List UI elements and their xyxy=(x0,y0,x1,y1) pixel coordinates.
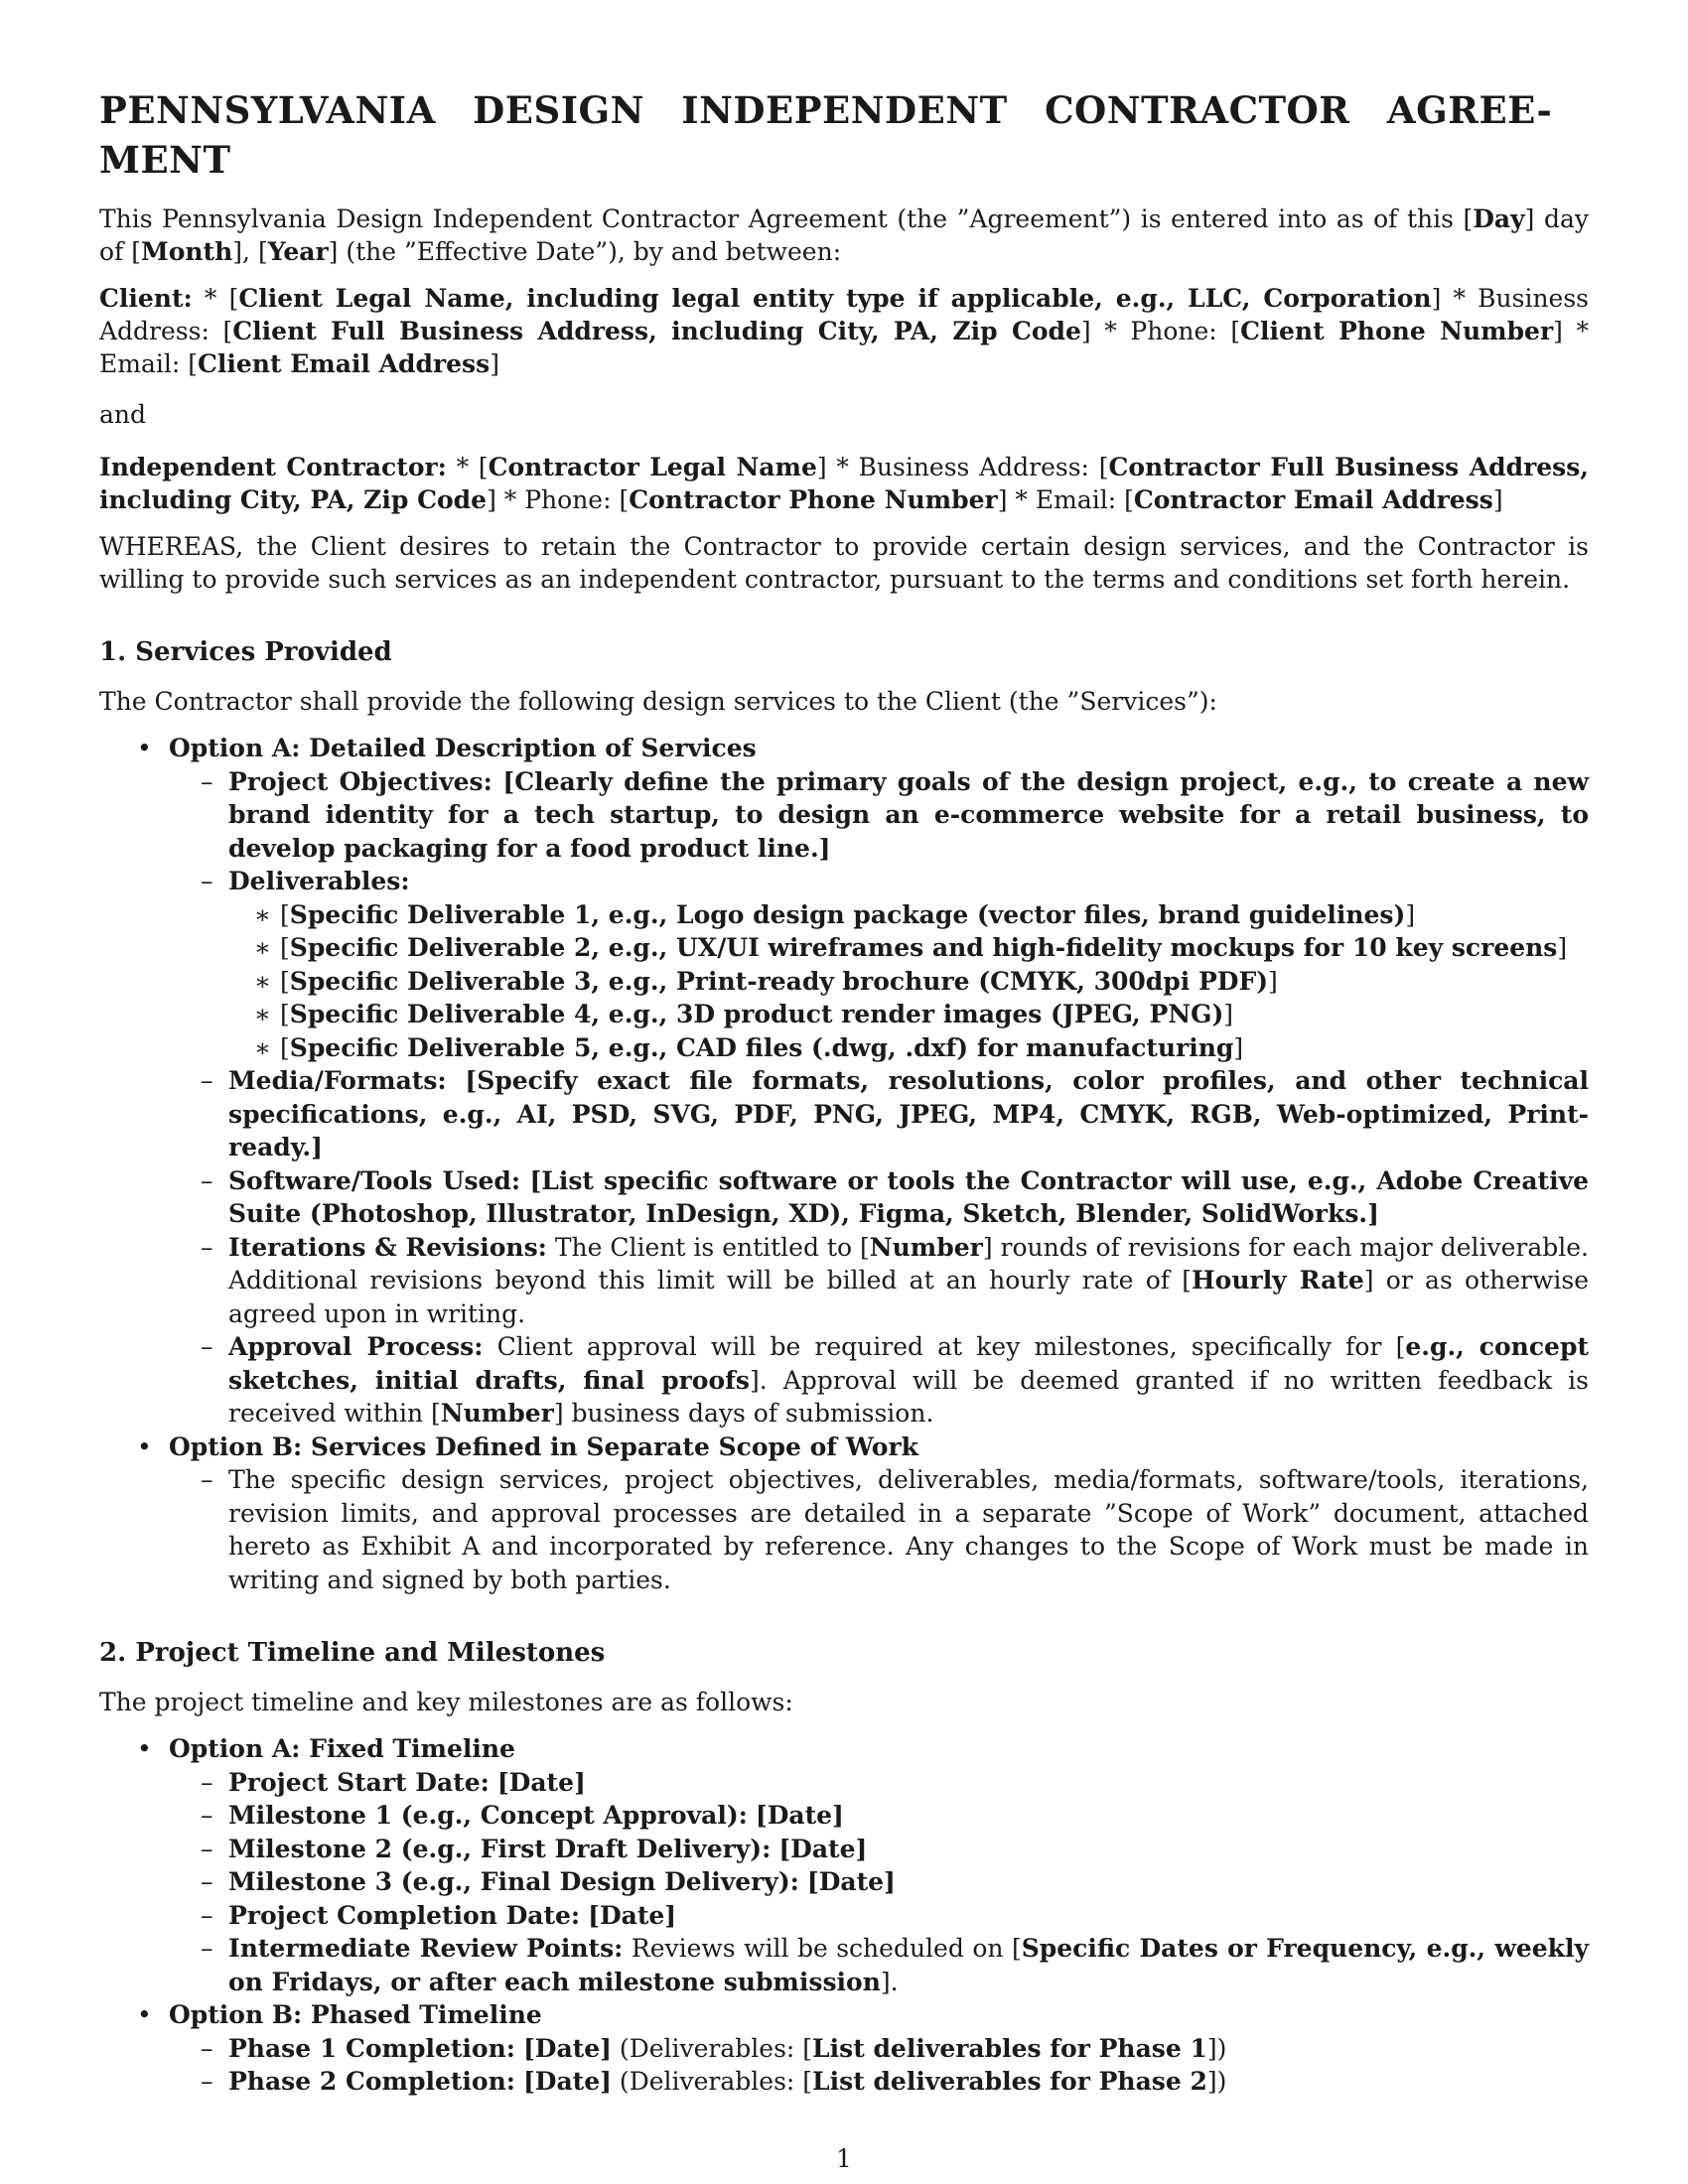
client-phone-placeholder: Client Phone Number xyxy=(1240,317,1554,345)
list-item: – Phase 2 Completion: [Date] (Deliverables: [List deliverables for Phase 2]) xyxy=(169,2065,1589,2099)
list-item: – Iterations & Revisions: The Client is entitled to [Number] rounds of revisions for each major deliverable. Additional revisions beyond this limit will be billed at an hourly rate of [Hourly Rate] or as otherwise agreed upon in writing. xyxy=(169,1231,1589,1331)
section-1-intro: The Contractor shall provide the following design services to the Client (the ”Services”): xyxy=(99,687,1217,716)
list-item: – Intermediate Review Points: Reviews will be scheduled on [Specific Dates or Frequency, e.g., weekly on Fridays, or after each milestone submission]. xyxy=(169,1932,1589,1998)
intro-paragraph: This Pennsylvania Design Independent Contractor Agreement (the ”Agreement”) is entered into as of this [Day] day of [Month], [Year] (the ”Effective Date”), by and between: xyxy=(99,205,1589,266)
section-2-intro: The project timeline and key milestones are as follows: xyxy=(99,1688,793,1716)
document-page xyxy=(99,85,1589,2099)
section-2-options xyxy=(99,1732,1589,2099)
and-text: and xyxy=(99,400,147,429)
client-name-placeholder: Client Legal Name, including legal entity type if applicable, e.g., LLC, Corporation xyxy=(238,284,1432,313)
section-1-options xyxy=(99,732,1589,1596)
client-address-placeholder: Client Full Business Address, including City, PA, Zip Code xyxy=(232,317,1081,345)
contractor-name-placeholder: Contractor Legal Name xyxy=(488,453,817,481)
option-a-services: • Option A: Detailed Description of Services – Project Objectives: [Clearly define the primary goals of the design project, e.g., to create a new brand identity for a tech startup, to design an e-commerce website for a retail business, to develop packaging for a food product line.] – Deliverables: ∗ [Specific Deliverable 1, e.g., Logo design package (vector files, brand guidelines)] ∗ [Specific Deliverable 2, e.g., UX/UI wireframes and high-fidelity mockups for 10 key screens] ∗ [Specific Deliverable 3, e.g., Print-ready brochure (CMYK, 300dpi PDF)] ∗ [Specific Deliverable 4, e.g., 3D product render images (JPEG, PNG)] ∗ [Specific Deliverable 5, e.g., CAD files (.dwg, .dxf) for manufacturing] – Media/Formats: [Specify exact file formats, resolutions, color profiles, and other technical specifications, e.g., AI, PSD, SVG, PDF, PNG, JPEG, MP4, CMYK, RGB, Web-optimized, Print-ready.] – Software/Tools Used: [List specific software or tools the Contractor will use, e.g., Adobe Creative Suite (Photoshop, Illustrator, InDesign, XD), Figma, Sketch, Blender, SolidWorks.] – Iterations & Revisions: The Client is entitled to [Number] rounds of revisions for each major deliverable. Additional revisions beyond this limit will be billed at an hourly rate of [Hourly Rate] or as otherwise agreed upon in writing. – Approval Process: Client approval will be required at key milestones, specifically for [e.g., concept sketches, initial drafts, final proofs]. Approval will be deemed granted if no written feedback is received within [Number] business days of submission. xyxy=(99,732,1589,1431)
contractor-party-block: Independent Contractor: * [Contractor Legal Name] * Business Address: [Contractor Full Business Address, including City, PA, Zip Code] * Phone: [Contractor Phone Number] * Email: [Contractor Email Address] xyxy=(99,453,1589,514)
deliverables-list xyxy=(228,898,1589,1065)
whereas-paragraph: WHEREAS, the Client desires to retain the Contractor to provide certain design services, and the Contractor is willing to provide such services as an independent contractor, pursuant to the terms and conditions set forth herein. xyxy=(99,532,1589,594)
list-item: ∗ [Specific Deliverable 3, e.g., Print-ready brochure (CMYK, 300dpi PDF)] xyxy=(228,965,1589,999)
section-1-heading: 1. Services Provided xyxy=(99,637,392,667)
contractor-address-placeholder: Contractor Full Business Address, including City, PA, Zip Code xyxy=(99,453,1589,514)
list-item: – Deliverables: ∗ [Specific Deliverable 1, e.g., Logo design package (vector files, brand guidelines)] ∗ [Specific Deliverable 2, e.g., UX/UI wireframes and high-fidelity mockups for 10 key screens] ∗ [Specific Deliverable 3, e.g., Print-ready brochure (CMYK, 300dpi PDF)] ∗ [Specific Deliverable 4, e.g., 3D product render images (JPEG, PNG)] ∗ [Specific Deliverable 5, e.g., CAD files (.dwg, .dxf) for manufacturing] xyxy=(169,865,1589,1064)
contractor-email-placeholder: Contractor Email Address xyxy=(1133,485,1493,514)
list-item: – Project Objectives: [Clearly define the primary goals of the design project, e.g., to create a new brand identity for a tech startup, to design an e-commerce website for a retail business, to develop packaging for a food product line.] xyxy=(169,765,1589,866)
list-item: – Software/Tools Used: [List specific software or tools the Contractor will use, e.g., Adobe Creative Suite (Photoshop, Illustrator, InDesign, XD), Figma, Sketch, Blender, SolidWorks.] xyxy=(169,1164,1589,1231)
month-placeholder: Month xyxy=(141,237,233,266)
list-item: – Phase 1 Completion: [Date] (Deliverables: [List deliverables for Phase 1]) xyxy=(169,2032,1589,2066)
list-item: – Milestone 3 (e.g., Final Design Delivery): [Date] xyxy=(169,1865,1589,1899)
option-a-timeline: • Option A: Fixed Timeline – Project Start Date: [Date] – Milestone 1 (e.g., Concept Approval): [Date] – Milestone 2 (e.g., First Draft Delivery): [Date] – Milestone 3 (e.g., Final Design Delivery): [Date] – Project Completion Date: [Date] – Intermediate Review Points: Reviews will be scheduled on [Specific Dates or Frequency, e.g., weekly on Fridays, or after each milestone submission]. xyxy=(99,1732,1589,1998)
document-title: PENNSYLVANIA DESIGN INDEPENDENT CONTRACTOR AGREE-MENT xyxy=(99,88,1553,182)
page-number: 1 xyxy=(836,2144,852,2173)
list-item: ∗ [Specific Deliverable 5, e.g., CAD files (.dwg, .dxf) for manufacturing] xyxy=(228,1031,1589,1065)
contractor-phone-placeholder: Contractor Phone Number xyxy=(629,485,998,514)
list-item: – The specific design services, project objectives, deliverables, media/formats, software/tools, iterations, revision limits, and approval processes are detailed in a separate ”Scope of Work” document, attached hereto as Exhibit A and incorporated by reference. Any changes to the Scope of Work must be made in writing and signed by both parties. xyxy=(169,1463,1589,1596)
list-item: – Approval Process: Client approval will be required at key milestones, specifically for [e.g., concept sketches, initial drafts, final proofs]. Approval will be deemed granted if no written feedback is received within [Number] business days of submission. xyxy=(169,1330,1589,1431)
client-party-block: Client: * [Client Legal Name, including legal entity type if applicable, e.g., LLC, Corporation] * Business Address: [Client Full Business Address, including City, PA, Zip Code] * Phone: [Client Phone Number] * Email: [Client Email Address] xyxy=(99,284,1590,378)
option-b-timeline: • Option B: Phased Timeline – Phase 1 Completion: [Date] (Deliverables: [List deliverables for Phase 1]) – Phase 2 Completion: [Date] (Deliverables: [List deliverables for Phase 2]) xyxy=(99,1998,1589,2099)
list-item: – Milestone 2 (e.g., First Draft Delivery): [Date] xyxy=(169,1833,1589,1866)
list-item: – Media/Formats: [Specify exact file formats, resolutions, color profiles, and other technical specifications, e.g., AI, PSD, SVG, PDF, PNG, JPEG, MP4, CMYK, RGB, Web-optimized, Print-ready.] xyxy=(169,1064,1589,1164)
section-2-heading: 2. Project Timeline and Milestones xyxy=(99,1638,606,1668)
list-item: – Milestone 1 (e.g., Concept Approval): [Date] xyxy=(169,1799,1589,1833)
list-item: ∗ [Specific Deliverable 4, e.g., 3D product render images (JPEG, PNG)] xyxy=(228,998,1589,1031)
list-item: – Project Completion Date: [Date] xyxy=(169,1899,1589,1933)
client-email-placeholder: Client Email Address xyxy=(197,349,491,378)
year-placeholder: Year xyxy=(267,237,329,266)
day-placeholder: Day xyxy=(1473,205,1525,233)
list-item: ∗ [Specific Deliverable 2, e.g., UX/UI wireframes and high-fidelity mockups for 10 key screens] xyxy=(228,931,1589,965)
list-item: ∗ [Specific Deliverable 1, e.g., Logo design package (vector files, brand guidelines)] xyxy=(228,898,1589,932)
list-item: – Project Start Date: [Date] xyxy=(169,1766,1589,1800)
option-b-services: • Option B: Services Defined in Separate Scope of Work – The specific design services, project objectives, deliverables, media/formats, software/tools, iterations, revision limits, and approval processes are detailed in a separate ”Scope of Work” document, attached hereto as Exhibit A and incorporated by reference. Any changes to the Scope of Work must be made in writing and signed by both parties. xyxy=(99,1431,1589,1597)
